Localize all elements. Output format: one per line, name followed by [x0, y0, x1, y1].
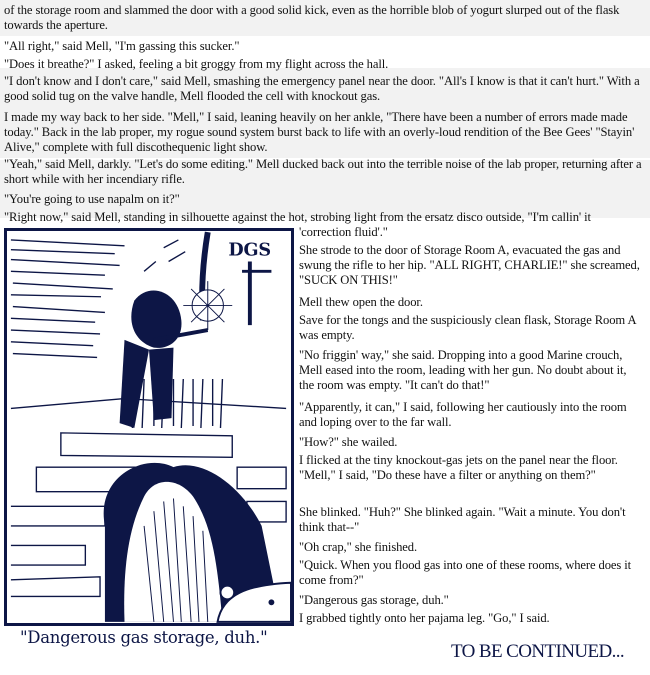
- paragraph: "Yeah," said Mell, darkly. "Let's do some editing." Mell ducked back out into the terrible noise of the lab proper, returning after a short while with her incendiary rifle.: [4, 157, 642, 186]
- paragraph: I flicked at the tiny knockout-gas jets on the panel near the floor. "Mell," I said, "Do these have a filter or anything on them?": [299, 453, 618, 482]
- paragraph: "You're going to use napalm on it?": [4, 192, 180, 206]
- comic-illustration: [7, 231, 291, 623]
- paragraph: "All right," said Mell, "I'm gassing this sucker.": [4, 39, 240, 53]
- paragraph: Save for the tongs and the suspiciously clean flask, Storage Room A was empty.: [299, 313, 636, 342]
- paragraph: She blinked. "Huh?" She blinked again. "Wait a minute. You don't think that--": [299, 505, 626, 534]
- paragraph: "How?" she wailed.: [299, 435, 398, 449]
- to-be-continued: TO BE CONTINUED...: [451, 641, 625, 662]
- paragraph: "Right now," said Mell, standing in silhouette against the hot, strobing light from the ersatz disco outside, "I'm callin' it: [4, 210, 591, 224]
- sign-text: DGS: [228, 239, 272, 261]
- paragraph: I made my way back to her side. "Mell," I said, leaning heavily on her ankle, "There have been a number of errors made made today." Back in the lab proper, my rogue sound system burst back to life with an overly-loud rendition of the Bee Gees' "Stayin' Alive," complete with full discothequenic light show.: [4, 110, 635, 154]
- paragraph: "I don't know and I don't care," said Mell, smashing the emergency panel near the door. "All's I know is that it can't hurt." With a good solid tug on the valve handle, Mell flooded the cell with knockout gas.: [4, 74, 640, 103]
- paragraph: "Does it breathe?" I asked, feeling a bit groggy from my flight across the hall.: [4, 57, 389, 71]
- paragraph: "Dangerous gas storage, duh.": [299, 593, 449, 607]
- paragraph: "No friggin' way," she said. Dropping into a good Marine crouch, Mell eased into the room, leading with her gun. No doubt about it, the room was empty. "It can't do that!": [299, 348, 627, 392]
- comic-panel: [4, 228, 294, 626]
- paragraph: Mell thew open the door.: [299, 295, 423, 309]
- paragraph: 'correction fluid'.": [299, 225, 388, 239]
- paragraph: "Oh crap," she finished.: [299, 540, 418, 554]
- paragraph: "Quick. When you flood gas into one of these rooms, where does it come from?": [299, 558, 632, 587]
- paragraph: I grabbed tightly onto her pajama leg. "Go," I said.: [299, 611, 550, 625]
- paragraph: She strode to the door of Storage Room A, evacuated the gas and swung the rifle to her hip. "ALL RIGHT, CHARLIE!" she screamed, "SUCK ON THIS!": [299, 243, 640, 287]
- paragraph: "Apparently, it can," I said, following her cautiously into the room and loping over to the far wall.: [299, 400, 627, 429]
- paragraph: of the storage room and slammed the door with a good solid kick, even as the horrible blob of yogurt slurped out of the flask towards the aperture.: [4, 3, 620, 32]
- panel-caption: "Dangerous gas storage, duh.": [20, 628, 268, 647]
